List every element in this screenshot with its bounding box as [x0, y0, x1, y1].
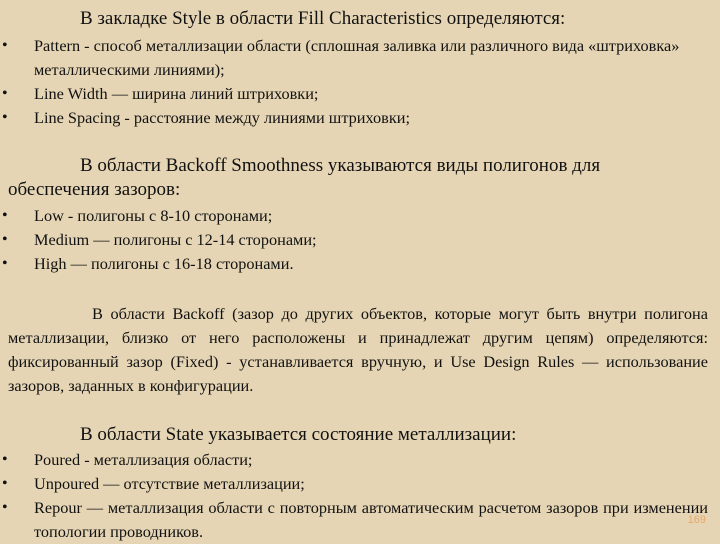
fill-list — [0, 34, 720, 130]
fill-heading: В закладке Style в области Fill Characteristics определяются: — [80, 8, 566, 29]
smoothness-item-medium: Medium — полигоны с 12-14 сторонами; — [34, 230, 317, 249]
smoothness-heading-line2: обеспечения зазоров: — [8, 179, 181, 200]
list-item — [0, 448, 720, 472]
fill-item-line-width: Line Width — ширина линий штриховки; — [34, 84, 319, 103]
bullet: • — [2, 451, 8, 468]
list-item — [0, 204, 720, 228]
bullet: • — [2, 207, 8, 224]
backoff-paragraph — [0, 302, 720, 398]
fill-item-line-spacing: Line Spacing - расстояние между линиями штриховки; — [34, 108, 410, 127]
list-item — [0, 106, 720, 130]
list-item — [0, 472, 720, 496]
list-item — [0, 34, 720, 82]
smoothness-heading-line1: В области Backoff Smoothness указываются виды полигонов для — [80, 155, 601, 176]
state-item-repour: Repour — металлизация области с повторным автоматическим расчетом зазоров при изменении топологии проводников. — [34, 498, 708, 541]
bullet: • — [2, 255, 8, 272]
bullet: • — [2, 499, 8, 516]
state-item-unpoured: Unpoured — отсутствие металлизации; — [34, 474, 305, 493]
list-item — [0, 228, 720, 252]
smoothness-list — [0, 204, 720, 276]
list-item — [0, 496, 720, 544]
backoff-text: В области Backoff (зазор до других объектов, которые могут быть внутри полигона металлизации, близко от него расположены и принадлежат другим цепям) определяются: фиксированный зазор (Fixed) - устанавливается вручную, и Use Design Rules — использование зазоров, заданных в конфигурации. — [8, 304, 708, 395]
list-item — [0, 252, 720, 276]
bullet: • — [2, 37, 8, 54]
bullet: • — [2, 475, 8, 492]
smoothness-item-low: Low - полигоны с 8-10 сторонами; — [34, 206, 273, 225]
bullet: • — [2, 85, 8, 102]
smoothness-item-high: High — полигоны с 16-18 сторонами. — [34, 254, 294, 273]
bullet: • — [2, 231, 8, 248]
page-number: 169 — [687, 514, 706, 526]
smoothness-heading — [0, 154, 720, 202]
list-item — [0, 82, 720, 106]
state-list — [0, 448, 720, 544]
bullet: • — [2, 109, 8, 126]
fill-item-pattern: Pattern - способ металлизации области (сплошная заливка или различного вида «штриховка» металлическими линиями); — [34, 36, 680, 79]
state-heading: В области State указывается состояние металлизации: — [80, 424, 517, 445]
state-item-poured: Poured - металлизация области; — [34, 450, 253, 469]
